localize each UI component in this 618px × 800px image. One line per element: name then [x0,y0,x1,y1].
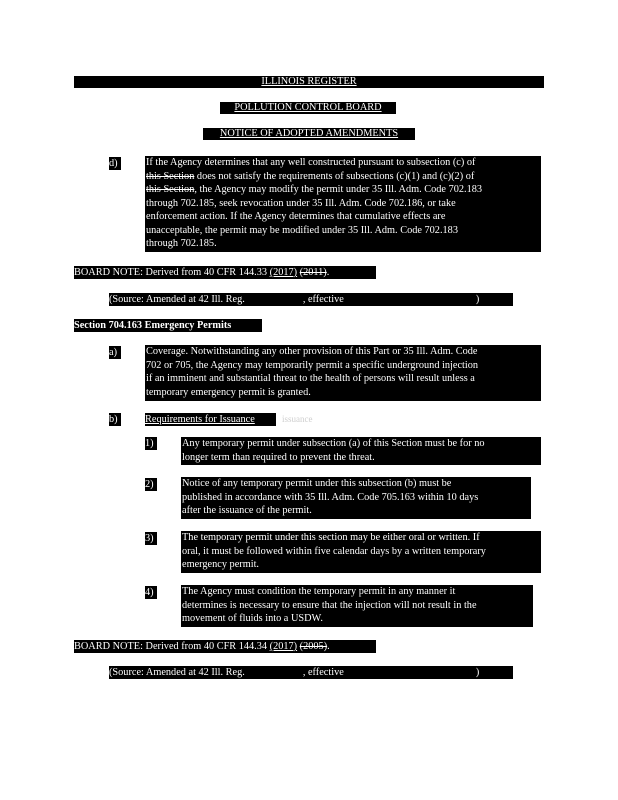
struck-text: this Section [146,170,195,182]
para-a-line-1: Coverage. Notwithstanding any other provision of this Part or 35 Ill. Adm. Code [146,346,478,357]
board-note-1-old-year: (2011) [299,267,327,278]
board-note-1-suffix: . [326,267,330,278]
source-2-close: ) [475,667,480,678]
para-d-line-3 [146,183,482,196]
para-d-line-4: through 702.185, seek revocation under 35 Ill. Adm. Code 702.186, or take [146,197,456,209]
source-note-1 [109,293,513,306]
item-4-line-1: The Agency must condition the temporary permit in any manner it [182,586,456,597]
item-3-label: 3) [145,532,157,545]
para-a-line-3: if an imminent and substantial threat to the health of persons will result unless a [146,373,475,384]
board-heading: POLLUTION CONTROL BOARD [220,102,396,114]
item-2-line-3: after the issuance of the permit. [182,505,312,516]
item-2-block [181,477,531,519]
para-d-line-2 [146,170,474,183]
item-1-line-2: longer term than required to prevent the threat. [182,451,375,463]
para-d-line-3-text: , the Agency may modify the permit under 35 Ill. Adm. Code 702.183 [194,184,483,195]
para-d-block [145,156,541,252]
source-1-effective: , effective [302,294,344,305]
board-note-2-suffix: . [327,641,330,652]
board-note-2-old-year: (2005) [299,641,328,652]
section-heading: Section 704.163 Emergency Permits [74,319,262,332]
board-note-1-prefix: BOARD NOTE: Derived from 40 CFR 144.33 [74,267,270,278]
para-d-line-5: enforcement action. If the Agency determines that cumulative effects are [146,211,446,222]
item-4-block [181,585,533,627]
para-d-label: d) [109,157,121,170]
para-b-struck-ghost: issuance [282,414,313,424]
board-note-2 [74,640,376,653]
register-heading: ILLINOIS REGISTER [74,76,544,88]
item-4-label: 4) [145,586,157,599]
board-note-2-prefix: BOARD NOTE: Derived from 40 CFR 144.34 [74,641,270,652]
item-3-line-2: oral, it must be followed within five calendar days by a written temporary [182,545,486,557]
source-1-close: ) [475,294,480,305]
source-1-open: (Source: Amended at 42 Ill. Reg. [109,294,245,305]
item-3-line-1: The temporary permit under this section may be either oral or written. If [182,532,480,543]
struck-text: this Section [146,184,195,195]
board-note-2-new-year: (2017) [269,641,298,652]
para-d-line-1: If the Agency determines that any well constructed pursuant to subsection (c) of [146,157,476,168]
para-d-line-7: through 702.185. [146,238,217,249]
item-3-block [181,531,541,573]
item-1-label: 1) [145,437,157,450]
para-b-heading: Requirements for Issuance [145,413,276,426]
item-2-line-2: published in accordance with 35 Ill. Adm. Code 705.163 within 10 days [182,491,479,503]
para-b-label: b) [109,413,121,426]
item-2-label: 2) [145,478,157,491]
para-a-block [145,345,541,401]
para-d-line-2-text: does not satisfy the requirements of subsections (c)(1) and (c)(2) of [196,170,475,182]
board-note-1-new-year: (2017) [269,267,298,278]
notice-heading: NOTICE OF ADOPTED AMENDMENTS [203,128,415,140]
item-4-line-2: determines is necessary to ensure that the injection will not result in the [182,599,477,611]
source-2-effective: , effective [302,667,344,678]
item-1-block [181,437,541,465]
source-note-2 [109,666,513,679]
para-d-line-6: unacceptable, the permit may be modified under 35 Ill. Adm. Code 702.183 [146,224,458,236]
para-a-line-2: 702 or 705, the Agency may temporarily permit a specific underground injection [146,359,479,371]
para-a-label: a) [109,346,121,359]
item-4-line-3: movement of fluids into a USDW. [182,613,323,624]
para-a-line-4: temporary emergency permit is granted. [146,386,311,398]
item-3-line-3: emergency permit. [182,559,260,570]
item-2-line-1: Notice of any temporary permit under this subsection (b) must be [182,478,452,489]
item-1-line-1: Any temporary permit under subsection (a) of this Section must be for no [182,438,485,449]
board-note-1 [74,266,376,279]
source-2-open: (Source: Amended at 42 Ill. Reg. [109,667,245,678]
